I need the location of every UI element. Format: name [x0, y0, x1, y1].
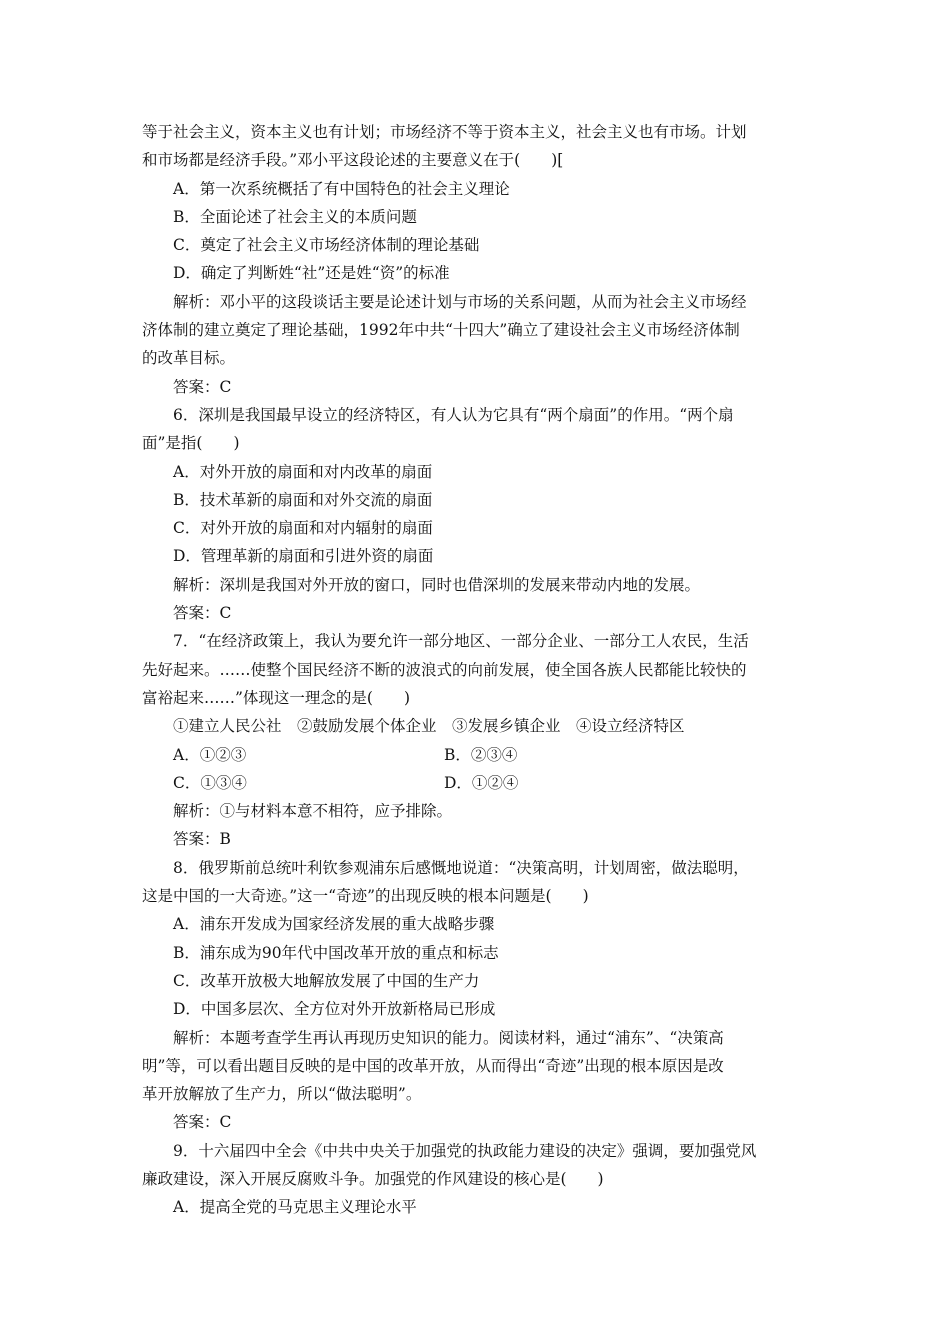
text-line: A．浦东开发成为国家经济发展的重大战略步骤	[173, 915, 495, 934]
text-line: 革开放解放了生产力，所以“做法聪明”。	[142, 1085, 422, 1104]
text-line: 7．“在经济政策上，我认为要允许一部分地区、一部分企业、一部分工人农民，生活	[173, 632, 749, 651]
text-line: 廉政建设，深入开展反腐败斗争。加强党的作风建设的核心是( )	[142, 1169, 604, 1188]
text-line: 的改革目标。	[142, 349, 236, 368]
text-line: 8．俄罗斯前总统叶利钦参观浦东后感慨地说道：“决策高明，计划周密，做法聪明，	[173, 858, 749, 877]
text-line: 答案：C	[173, 377, 232, 396]
text-line: ①建立人民公社 ②鼓励发展个体企业 ③发展乡镇企业 ④设立经济特区	[173, 717, 685, 736]
text-line: 解析：本题考查学生再认再现历史知识的能力。阅读材料，通过“浦东”、“决策高	[173, 1028, 724, 1047]
document-page	[142, 118, 812, 1222]
text-line: 9．十六届四中全会《中共中央关于加强党的执政能力建设的决定》强调，要加强党风	[173, 1141, 757, 1160]
option-right: B．②③④	[444, 745, 518, 764]
option-left: A．①②③	[173, 745, 247, 764]
option-row	[142, 769, 812, 797]
text-line: 济体制的建立奠定了理论基础，1992年中共“十四大”确立了建设社会主义市场经济体制	[142, 321, 740, 340]
text-line: B．浦东成为90年代中国改革开放的重点和标志	[173, 943, 499, 962]
text-line: C．改革开放极大地解放发展了中国的生产力	[173, 971, 480, 990]
text-line: 这是中国的一大奇迹。”这一“奇迹”的出现反映的根本问题是( )	[142, 887, 589, 906]
text-line: 等于社会主义，资本主义也有计划；市场经济不等于资本主义，社会主义也有市场。计划	[142, 123, 747, 141]
text-line: B．技术革新的扇面和对外交流的扇面	[173, 490, 433, 509]
text-line: 明”等，可以看出题目反映的是中国的改革开放，从而得出“奇迹”出现的根本原因是改	[142, 1056, 724, 1075]
text-line: D．确定了判断姓“社”还是姓“资”的标准	[173, 264, 450, 283]
text-line: D．中国多层次、全方位对外开放新格局已形成	[173, 1000, 496, 1019]
text-line: 答案：B	[173, 830, 231, 849]
text-line: A．提高全党的马克思主义理论水平	[173, 1198, 417, 1217]
text-line: A．第一次系统概括了有中国特色的社会主义理论	[173, 179, 510, 198]
text-line: C．对外开放的扇面和对内辐射的扇面	[173, 519, 433, 538]
text-line: B．全面论述了社会主义的本质问题	[173, 207, 417, 226]
text-line: 答案：C	[173, 1113, 232, 1132]
text-line: 解析：①与材料本意不相符，应予排除。	[173, 802, 453, 821]
option-right: D．①②④	[444, 773, 519, 792]
text-line: 答案：C	[173, 604, 232, 623]
text-line: 和市场都是经济手段。”邓小平这段论述的主要意义在于( )[	[142, 151, 564, 170]
option-row	[142, 741, 812, 769]
text-line: A．对外开放的扇面和对内改革的扇面	[173, 462, 433, 481]
text-line: C．奠定了社会主义市场经济体制的理论基础	[173, 236, 480, 255]
text-line: 面”是指( )	[142, 434, 240, 453]
text-line: 先好起来。……使整个国民经济不断的波浪式的向前发展，使全国各族人民都能比较快的	[142, 660, 747, 679]
text-line: 6．深圳是我国最早设立的经济特区，有人认为它具有“两个扇面”的作用。“两个扇	[173, 405, 734, 424]
option-left: C．①③④	[173, 773, 247, 792]
text-line: 解析：邓小平的这段谈话主要是论述计划与市场的关系问题，从而为社会主义市场经	[173, 292, 747, 311]
text-line: D．管理革新的扇面和引进外资的扇面	[173, 547, 434, 566]
text-line: 富裕起来……”体现这一理念的是( )	[142, 688, 411, 707]
text-line: 解析：深圳是我国对外开放的窗口，同时也借深圳的发展来带动内地的发展。	[173, 575, 701, 594]
